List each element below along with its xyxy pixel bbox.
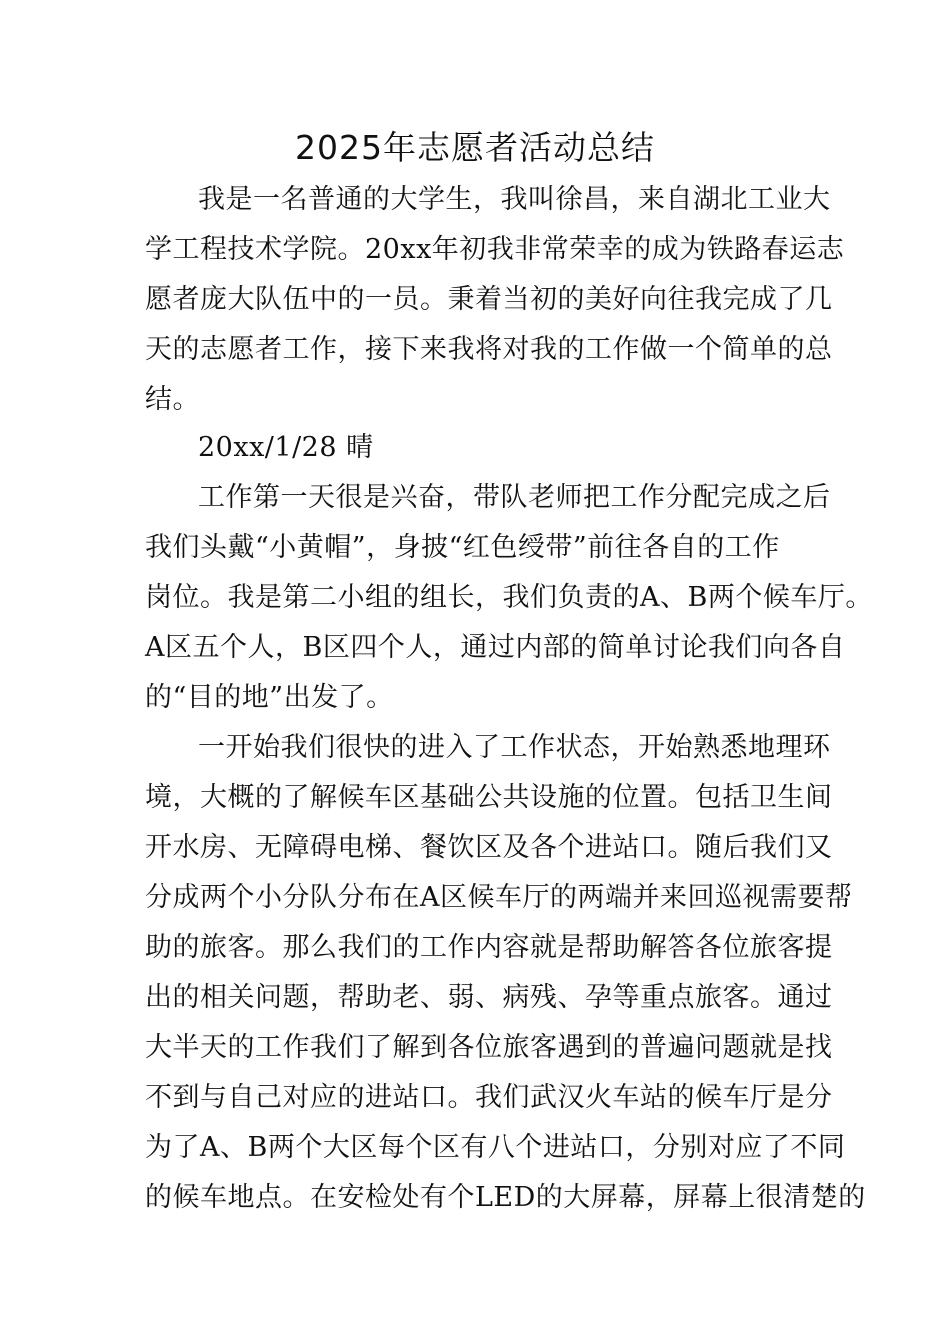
paragraph-3-line-3: 开水房、无障碍电梯、餐饮区及各个进站口。随后我们又 — [145, 832, 833, 863]
paragraph-3-line-6: 出的相关问题，帮助老、弱、病残、孕等重点旅客。通过 — [145, 982, 833, 1013]
paragraph-2-line-3: 岗位。我是第二小组的组长，我们负责的A、B两个候车厅。 — [145, 582, 873, 613]
paragraph-3-line-9: 为了A、B两个大区每个区有八个进站口，分别对应了不同 — [145, 1132, 846, 1163]
paragraph-2-line-4: A区五个人，B区四个人，通过内部的简单讨论我们向各自 — [145, 632, 846, 663]
paragraph-1-line-2: 学工程技术学院。20xx年初我非常荣幸的成为铁路春运志 — [145, 234, 845, 265]
paragraph-2-line-2: 我们头戴“小黄帽”，身披“红色绶带”前往各自的工作 — [145, 532, 780, 563]
paragraph-3-line-8: 不到与自己对应的进站口。我们武汉火车站的候车厅是分 — [145, 1082, 833, 1113]
paragraph-1-line-4: 天的志愿者工作，接下来我将对我的工作做一个简单的总 — [145, 334, 833, 365]
paragraph-1-line-1: 我是一名普通的大学生，我叫徐昌，来自湖北工业大 — [198, 184, 831, 215]
paragraph-3-line-2: 境，大概的了解候车区基础公共设施的位置。包括卫生间 — [145, 782, 833, 813]
document-title: 2025年志愿者活动总结 — [295, 128, 655, 167]
paragraph-1-line-3: 愿者庞大队伍中的一员。秉着当初的美好向往我完成了几 — [145, 284, 833, 315]
date-weather-line: 20xx/1/28 晴 — [198, 432, 374, 463]
paragraph-3-line-4: 分成两个小分队分布在A区候车厅的两端并来回巡视需要帮 — [145, 882, 853, 913]
paragraph-3-line-10: 的候车地点。在安检处有个LED的大屏幕，屏幕上很清楚的 — [145, 1182, 866, 1213]
paragraph-3-line-7: 大半天的工作我们了解到各位旅客遇到的普遍问题就是找 — [145, 1032, 833, 1063]
paragraph-3-line-1: 一开始我们很快的进入了工作状态，开始熟悉地理环 — [198, 732, 831, 763]
paragraph-1-line-5: 结。 — [145, 384, 200, 415]
paragraph-3-line-5: 助的旅客。那么我们的工作内容就是帮助解答各位旅客提 — [145, 932, 833, 963]
paragraph-2-line-5: 的“目的地”出发了。 — [145, 682, 394, 713]
paragraph-2-line-1: 工作第一天很是兴奋，带队老师把工作分配完成之后 — [198, 482, 831, 513]
